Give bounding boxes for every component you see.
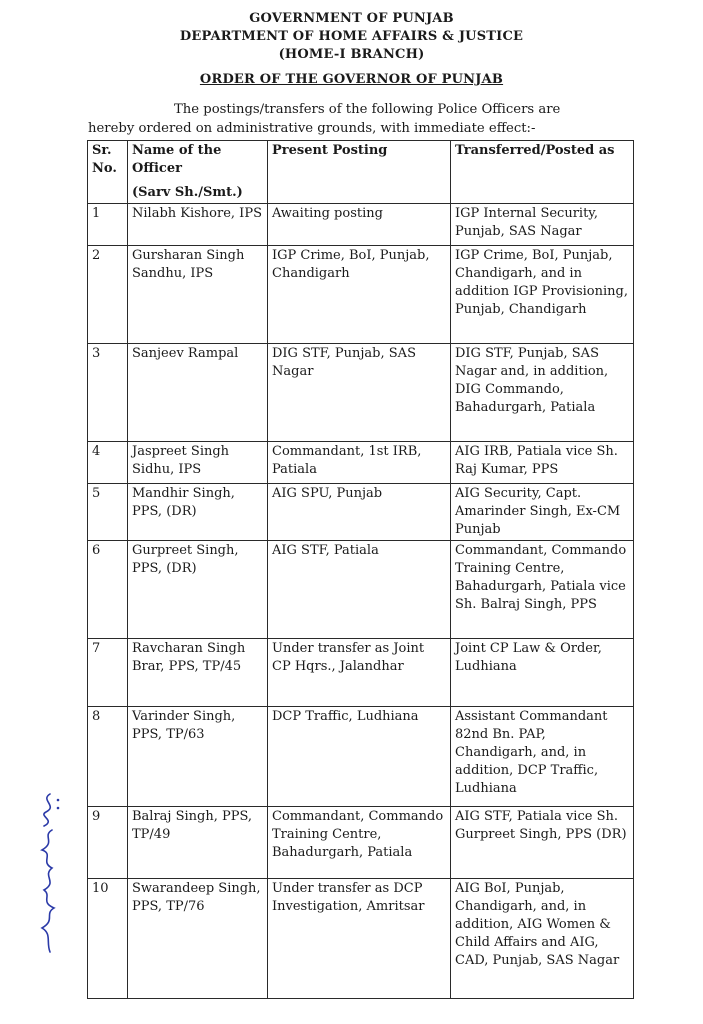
cell-present-posting: DIG STF, Punjab, SAS Nagar — [268, 344, 451, 442]
signature — [32, 790, 66, 960]
cell-officer-name: Mandhir Singh, PPS, (DR) — [128, 484, 268, 541]
cell-officer-name: Jaspreet Singh Sidhu, IPS — [128, 442, 268, 484]
cell-sr-no: 1 — [88, 204, 128, 246]
cell-present-posting: Commandant, 1st IRB, Patiala — [268, 442, 451, 484]
header-transferred: Transferred/Posted as — [451, 141, 634, 204]
table-row — [88, 707, 634, 807]
cell-transferred: AIG Security, Capt. Amarinder Singh, Ex-CM Punjab — [451, 484, 634, 541]
cell-transferred: Commandant, Commando Training Centre, Bahadurgarh, Patiala vice Sh. Balraj Singh, PPS — [451, 541, 634, 639]
header-officer-name — [128, 141, 268, 204]
table-row — [88, 541, 634, 639]
cell-present-posting: AIG STF, Patiala — [268, 541, 451, 639]
cell-transferred: AIG IRB, Patiala vice Sh. Raj Kumar, PPS — [451, 442, 634, 484]
cell-present-posting: Under transfer as Joint CP Hqrs., Jalandhar — [268, 639, 451, 707]
cell-present-posting: AIG SPU, Punjab — [268, 484, 451, 541]
table-row — [88, 442, 634, 484]
cell-sr-no: 8 — [88, 707, 128, 807]
header-officer-name-label: Name of the Officer — [132, 143, 222, 176]
cell-sr-no: 4 — [88, 442, 128, 484]
postings-table — [87, 140, 634, 999]
intro-line-2: hereby ordered on administrative grounds, with immediate effect:- — [88, 121, 536, 136]
cell-officer-name: Balraj Singh, PPS, TP/49 — [128, 807, 268, 879]
department-heading: DEPARTMENT OF HOME AFFAIRS & JUSTICE — [179, 29, 524, 44]
cell-transferred: DIG STF, Punjab, SAS Nagar and, in addition, DIG Commando, Bahadurgarh, Patiala — [451, 344, 634, 442]
branch-heading: (HOME-I BRANCH) — [278, 47, 425, 62]
cell-sr-no: 7 — [88, 639, 128, 707]
cell-sr-no: 3 — [88, 344, 128, 442]
cell-officer-name: Ravcharan Singh Brar, PPS, TP/45 — [128, 639, 268, 707]
table-header-row — [88, 141, 634, 204]
header-present-posting: Present Posting — [268, 141, 451, 204]
cell-sr-no: 9 — [88, 807, 128, 879]
cell-officer-name: Gursharan Singh Sandhu, IPS — [128, 246, 268, 344]
cell-transferred: AIG STF, Patiala vice Sh. Gurpreet Singh, PPS (DR) — [451, 807, 634, 879]
table-row — [88, 639, 634, 707]
cell-present-posting: Under transfer as DCP Investigation, Amritsar — [268, 879, 451, 999]
table-row — [88, 484, 634, 541]
cell-transferred: Joint CP Law & Order, Ludhiana — [451, 639, 634, 707]
cell-present-posting: IGP Crime, BoI, Punjab, Chandigarh — [268, 246, 451, 344]
cell-sr-no: 6 — [88, 541, 128, 639]
cell-transferred: AIG BoI, Punjab, Chandigarh, and, in addition, AIG Women & Child Affairs and AIG, CAD, Punjab, SAS Nagar — [451, 879, 634, 999]
cell-transferred: IGP Crime, BoI, Punjab, Chandigarh, and in addition IGP Provisioning, Punjab, Chandigarh — [451, 246, 634, 344]
table-row — [88, 807, 634, 879]
order-title: ORDER OF THE GOVERNOR OF PUNJAB — [199, 72, 504, 87]
header-officer-name-sub: (Sarv Sh./Smt.) — [132, 185, 243, 200]
cell-present-posting: Commandant, Commando Training Centre, Bahadurgarh, Patiala — [268, 807, 451, 879]
cell-officer-name: Nilabh Kishore, IPS — [128, 204, 268, 246]
cell-officer-name: Gurpreet Singh, PPS, (DR) — [128, 541, 268, 639]
cell-present-posting: DCP Traffic, Ludhiana — [268, 707, 451, 807]
govt-heading: GOVERNMENT OF PUNJAB — [249, 11, 454, 26]
table-row — [88, 879, 634, 999]
table-row — [88, 246, 634, 344]
intro-paragraph — [88, 100, 633, 138]
header-sr-no: Sr. No. — [88, 141, 128, 204]
cell-sr-no: 10 — [88, 879, 128, 999]
cell-sr-no: 2 — [88, 246, 128, 344]
cell-sr-no: 5 — [88, 484, 128, 541]
cell-present-posting: Awaiting posting — [268, 204, 451, 246]
table-row — [88, 344, 634, 442]
cell-transferred: IGP Internal Security, Punjab, SAS Nagar — [451, 204, 634, 246]
cell-officer-name: Varinder Singh, PPS, TP/63 — [128, 707, 268, 807]
cell-transferred: Assistant Commandant 82nd Bn. PAP, Chandigarh, and, in addition, DCP Traffic, Ludhiana — [451, 707, 634, 807]
cell-officer-name: Sanjeev Rampal — [128, 344, 268, 442]
intro-line-1: The postings/transfers of the following Police Officers are — [174, 102, 561, 117]
table-row — [88, 204, 634, 246]
cell-officer-name: Swarandeep Singh, PPS, TP/76 — [128, 879, 268, 999]
